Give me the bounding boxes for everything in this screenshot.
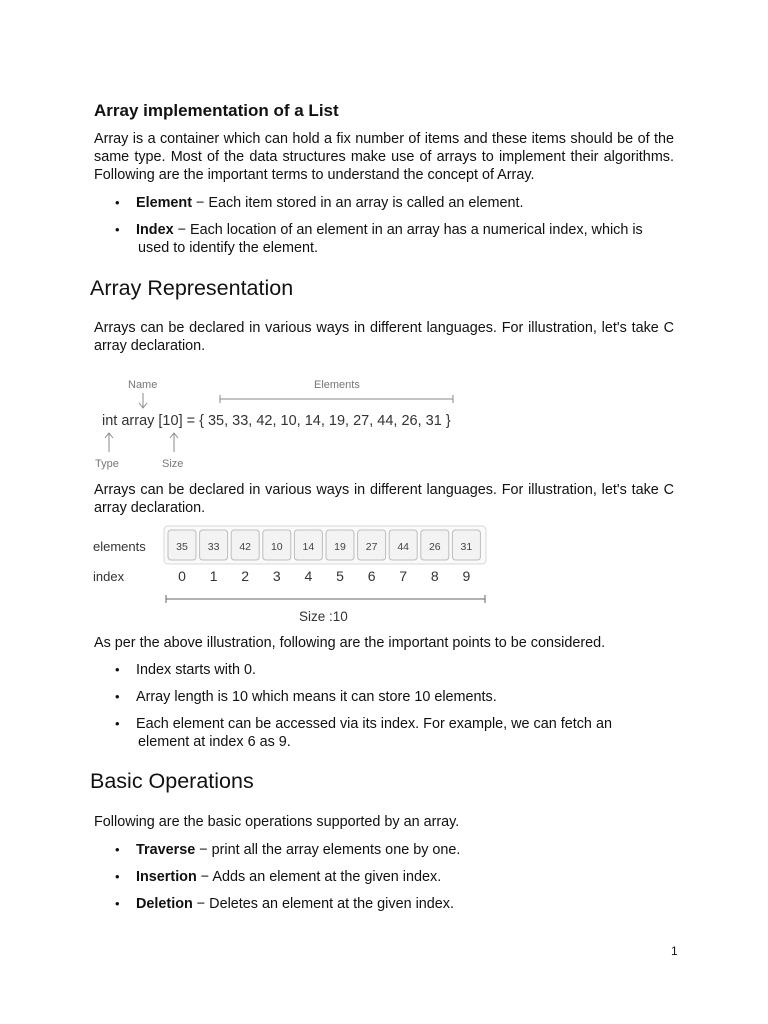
size-arrow-icon: [170, 433, 178, 452]
array-index-label: 2: [241, 568, 250, 584]
array-cell-value: 33: [207, 541, 220, 553]
name-label: Name: [128, 379, 158, 391]
list-item: [110, 221, 674, 257]
type-label: Type: [95, 458, 119, 470]
list-item: [110, 194, 674, 212]
array-cell-value: 44: [397, 541, 410, 553]
section-heading-array-implementation: Array implementation of a List: [94, 101, 339, 120]
point-text: Array length is 10 which means it can store 10 elements.: [136, 689, 497, 705]
op-insertion: Insertion: [136, 869, 197, 885]
term-desc-continuation: used to identify the element.: [138, 240, 318, 256]
type-arrow-icon: [105, 433, 113, 452]
page-number: 1: [671, 944, 678, 958]
array-cell-value: 35: [176, 541, 188, 553]
term-desc: − Each location of an element in an array has a numerical index, which is: [173, 222, 643, 238]
size-label: Size: [162, 458, 184, 470]
operations-intro-paragraph: Following are the basic operations supported by an array.: [94, 814, 460, 830]
size-caption: Size :10: [299, 609, 348, 624]
section-heading-basic-operations: Basic Operations: [90, 769, 254, 793]
list-item: [110, 661, 674, 679]
array-index-label: 1: [209, 568, 218, 584]
point-text: Each element can be accessed via its index. For example, we can fetch an: [136, 716, 612, 732]
operations-list: [110, 841, 674, 913]
op-desc: − Adds an element at the given index.: [196, 869, 442, 885]
array-index-label: 5: [336, 568, 344, 584]
array-cell-value: 10: [270, 541, 283, 553]
array-cell-value: 26: [428, 541, 441, 553]
op-desc: − print all the array elements one by one.: [195, 842, 461, 858]
array-cell-value: 31: [460, 541, 473, 553]
array-index-label: 8: [430, 568, 439, 584]
op-desc: − Deletes an element at the given index.: [192, 896, 454, 912]
array-cell-value: 19: [334, 541, 346, 553]
array-index-label: 0: [178, 568, 186, 584]
array-cell-value: 14: [302, 541, 315, 553]
points-list: [110, 661, 674, 751]
array-boxes-figure: [90, 524, 490, 628]
point-text-continuation: element at index 6 as 9.: [138, 734, 291, 750]
term-desc: − Each item stored in an array is called an element.: [191, 195, 524, 211]
array-declaration-figure: [90, 372, 480, 474]
array-cell-value: 27: [365, 541, 378, 553]
list-item: [110, 715, 674, 751]
term-element: Element: [136, 195, 192, 211]
array-index-label: 6: [367, 568, 376, 584]
op-deletion: Deletion: [136, 896, 193, 912]
list-item: [110, 841, 674, 859]
section-heading-array-representation: Array Representation: [90, 276, 294, 300]
index-row-label: index: [93, 569, 125, 584]
elements-row-label: elements: [93, 539, 146, 554]
terms-list: [110, 194, 674, 257]
array-index-label: 4: [304, 568, 313, 584]
list-item: [110, 688, 674, 706]
point-text: Index starts with 0.: [136, 662, 256, 678]
declaration-paragraph: Arrays can be declared in various ways in different languages. For illustration, let's take C array declaration.: [94, 320, 674, 354]
declaration-paragraph-repeat: Arrays can be declared in various ways in different languages. For illustration, let's take C array declaration.: [94, 482, 674, 516]
name-arrow-icon: [139, 393, 147, 408]
term-index: Index: [136, 222, 174, 238]
array-cell-value: 42: [239, 541, 252, 553]
array-index-label: 3: [272, 568, 281, 584]
points-intro-paragraph: As per the above illustration, following are the important points to be considered.: [94, 635, 606, 651]
list-item: [110, 895, 674, 913]
array-index-label: 7: [399, 568, 408, 584]
array-index-label: 9: [462, 568, 471, 584]
list-item: [110, 868, 674, 886]
size-dimension-line: [166, 595, 485, 603]
declaration-code: int array [10] = { 35, 33, 42, 10, 14, 19, 27, 44, 26, 31 }: [102, 413, 451, 429]
op-traverse: Traverse: [136, 842, 196, 858]
elements-label: Elements: [314, 379, 360, 391]
intro-paragraph: Array is a container which can hold a fix number of items and these items should be of the same type. Most of the data structures make use of arrays to implement their algorithms. Following are the important terms to understand the concept of Array.: [94, 131, 674, 183]
